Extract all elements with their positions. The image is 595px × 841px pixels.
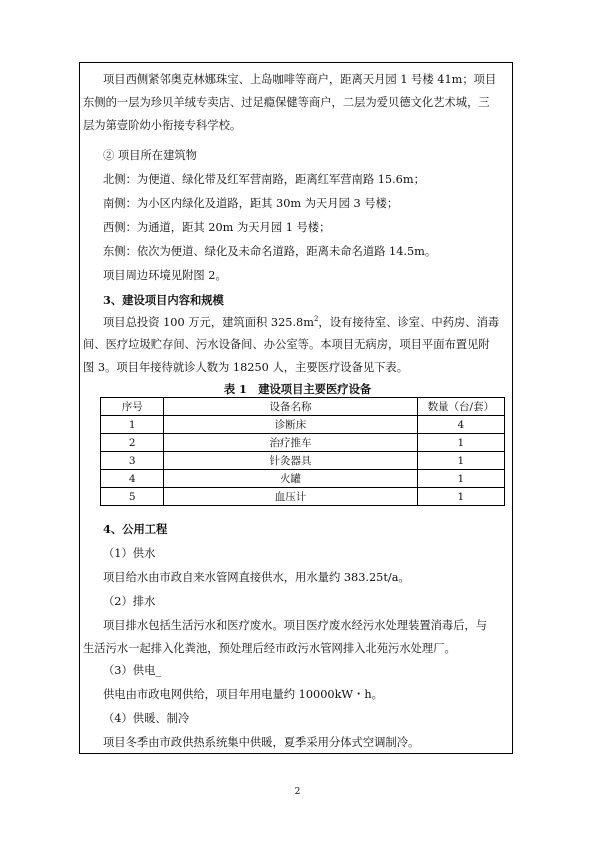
cell-name: 血压计	[164, 488, 417, 506]
table-row	[101, 470, 505, 488]
cell-index: 1	[101, 416, 164, 434]
cell-index: 5	[101, 488, 164, 506]
header-index: 序号	[101, 398, 164, 416]
table-row	[101, 452, 505, 470]
page-number: 2	[294, 787, 301, 797]
equipment-table	[100, 397, 505, 506]
table-row	[101, 488, 505, 506]
cell-index: 2	[101, 434, 164, 452]
subheading-power: （3）供电_	[103, 664, 162, 677]
cell-name: 针灸器具	[164, 452, 417, 470]
cell-name: 治疗推车	[164, 434, 417, 452]
paragraph-line: 层为第壹阶幼小衔接专科学校。	[83, 119, 242, 132]
paragraph-north: 北侧：为便道、绿化带及红军营南路，距离红军营南路 15.6m；	[103, 173, 425, 186]
cell-qty: 4	[417, 416, 504, 434]
paragraph-invest	[103, 316, 499, 330]
cell-qty: 1	[417, 488, 504, 506]
paragraph-drain: 项目排水包括生活污水和医疗废水。项目医疗废水经污水处理装置消毒后，与	[103, 619, 488, 632]
invest-text-b: ，设有接待室、诊室、中药房、消毒	[318, 316, 500, 329]
header-name: 设备名称	[164, 398, 417, 416]
header-qty: 数量（台/套）	[417, 398, 504, 416]
cell-qty: 1	[417, 470, 504, 488]
cell-name: 火罐	[164, 470, 417, 488]
paragraph-heat: 项目冬季由市政供热系统集中供暖，夏季采用分体式空调制冷。	[103, 736, 420, 749]
paragraph-line: 生活污水一起排入化粪池，预处理后经市政污水管网排入北苑污水处理厂。	[83, 642, 456, 655]
subheading-heat: （4）供暖、制冷	[103, 712, 190, 725]
subheading-drain: （2）排水	[103, 595, 156, 608]
subheading-water: （1）供水	[103, 547, 156, 560]
table-row	[101, 434, 505, 452]
table-header-row	[101, 398, 505, 416]
cell-name: 诊断床	[164, 416, 417, 434]
paragraph-south: 南侧：为小区内绿化及道路，距其 30m 为天月园 3 号楼；	[103, 197, 399, 210]
cell-index: 3	[101, 452, 164, 470]
paragraph-line: 图 3。项目年接待就诊人数为 18250 人，主要医疗设备见下表。	[83, 361, 409, 374]
invest-text-a: 项目总投资 100 万元，建筑面积 325.8m	[103, 316, 314, 329]
paragraph-power: 供电由市政电网供给，项目年用电量约 10000kW・h。	[103, 688, 383, 701]
table-caption: 表 1 建设项目主要医疗设备	[223, 382, 372, 396]
paragraph-surround: 项目周边环境见附图 2。	[103, 269, 227, 282]
paragraph-west: 西侧：为通道，距其 20m 为天月园 1 号楼；	[103, 221, 331, 234]
cell-index: 4	[101, 470, 164, 488]
superscript: 2	[313, 315, 319, 324]
cell-qty: 1	[417, 434, 504, 452]
cell-qty: 1	[417, 452, 504, 470]
paragraph-line: 项目西侧紧邻奥克林娜珠宝、上岛咖啡等商户，距离天月园 1 号楼 41m；项目	[103, 73, 497, 86]
section-heading-4: 4、公用工程	[103, 522, 168, 536]
section-heading-3: 3、建设项目内容和规模	[103, 293, 224, 307]
paragraph-line: 东侧的一层为珍贝羊绒专卖店、过足瘾保健等商户，二层为爱贝德文化艺术城，三	[83, 96, 490, 109]
paragraph-east: 东侧：依次为便道、绿化及未命名道路，距离未命名道路 14.5m。	[103, 245, 437, 258]
table-row	[101, 416, 505, 434]
paragraph-line: 间、医疗垃圾贮存间、污水设备间、办公室等。本项目无病房，项目平面布置见附	[83, 338, 490, 351]
subheading-building: ② 项目所在建筑物	[103, 149, 197, 162]
paragraph-water: 项目给水由市政自来水管网直接供水，用水量约 383.25t/a。	[103, 571, 410, 584]
